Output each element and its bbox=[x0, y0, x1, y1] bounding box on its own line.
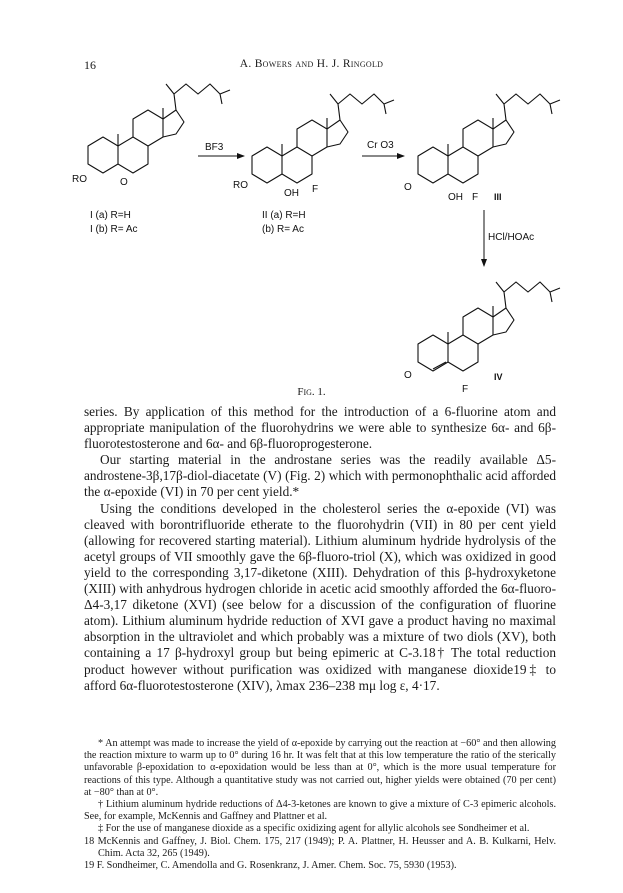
reagent-CrO3: Cr O3 bbox=[367, 140, 394, 151]
reaction-scheme bbox=[0, 0, 623, 400]
label-IV: IV bbox=[494, 372, 503, 382]
label-F-4: F bbox=[462, 384, 469, 395]
label-O-4: O bbox=[404, 370, 412, 381]
compound-II-b: (b) R= Ac bbox=[262, 224, 304, 235]
footnote-asterisk: * An attempt was made to increase the yield of α-epoxide by carrying out the reaction at −60° and then allowing the reaction mixture to warm up to 0° during 16 hr. It was felt that at this low temperature the ratio of the sterically unfavorable β-epoxidation to α-epoxidation would be less than at 0°, which is the more usual temperature for reactions of this type. Although a quantitative study was not carried out, higher yields were obtained (70 per cent) at −80° than at 0°. bbox=[84, 738, 556, 798]
page-number: 16 bbox=[84, 58, 96, 72]
structure-I bbox=[88, 84, 230, 173]
label-epoxide-O: O bbox=[120, 177, 128, 188]
reagent-HCl-HOAc: HCl/HOAc bbox=[488, 232, 535, 243]
reagent-BF3: BF3 bbox=[205, 142, 224, 153]
compound-I-b: I (b) R= Ac bbox=[90, 224, 138, 235]
reference-18: 18 McKennis and Gaffney, J. Biol. Chem. 175, 217 (1949); P. A. Plattner, H. Heusser and A. B. Kulkarni, Helv. Chim. Acta 32, 265 (1949). bbox=[84, 835, 556, 859]
structure-III bbox=[418, 94, 560, 183]
structure-II bbox=[252, 94, 394, 183]
label-F-2: F bbox=[312, 184, 319, 195]
paragraph-2: Our starting material in the androstane series was the readily available Δ5-androstene-3β,17β-diol-diacetate (V) (Fig. 2) which with permonophthalic acid afforded the α-epoxide (VI) in 70 per cent yield.* bbox=[84, 452, 556, 500]
footnote-dagger: † Lithium aluminum hydride reductions of Δ4-3-ketones are known to give a mixture of C-3 epimeric alcohols. See, for example, McKennis and Gaffney and Plattner et al. bbox=[84, 799, 556, 823]
label-III: III bbox=[494, 192, 502, 202]
label-RO-1: RO bbox=[72, 174, 87, 185]
label-F-3: F bbox=[472, 192, 479, 203]
compound-I-a: I (a) R=H bbox=[90, 210, 131, 221]
paragraph-3: Using the conditions developed in the cholesterol series the α-epoxide (VI) was cleaved with borontrifluoride etherate to the fluorohydrin (VII) in 80 per cent yield (allowing for recovered starting material). Lithium aluminum hydride hydrolysis of the acetyl groups of VII smoothly gave the 6β-fluoro-triol (X), which was oxidized in good yield to the corresponding 3,17-diketone (XIII). Dehydration of this β-hydroxyketone (XIII) with anhydrous hydrogen chloride in acetic acid smoothly afforded the 6α-fluoro-Δ4-3,17 diketone (XVI) (see below for a discussion of the configuration of fluorine atom). Lithium aluminum hydride reduction of XVI gave a product having no maximal absorption in the ultraviolet and which probably was a mixture of two diols (XV), both containing a 17 β-hydroxyl group but being epimeric at C-3.18† The total reduction product however without purification was oxidized with manganese dioxide19‡ to afford 6α-fluorotestosterone (XIV), λmax 236–238 mμ log ε, 4·17. bbox=[84, 500, 556, 693]
figure-caption: Fig. 1. bbox=[297, 386, 326, 398]
label-OH-3: OH bbox=[448, 192, 463, 203]
footnotes bbox=[84, 738, 556, 872]
body-text bbox=[84, 404, 556, 694]
footnote-double-dagger: ‡ For the use of manganese dioxide as a specific oxidizing agent for allylic alcohols see Sondheimer et al. bbox=[98, 823, 530, 835]
compound-II-a: II (a) R=H bbox=[262, 210, 306, 221]
paragraph-1: series. By application of this method for the introduction of a 6-fluorine atom and appropriate manipulation of the fluorohydrins we were able to synthesize 6α- and 6β-fluorotestosterone and 6α- and 6β-fluoroprogesterone. bbox=[84, 404, 556, 452]
label-OH-2: OH bbox=[284, 188, 299, 199]
reference-19: 19 F. Sondheimer, C. Amendolla and G. Rosenkranz, J. Amer. Chem. Soc. 75, 5930 (1953). bbox=[84, 860, 457, 872]
structure-IV bbox=[418, 282, 560, 371]
label-RO-2: RO bbox=[233, 180, 248, 191]
running-header-authors: A. Bowers and H. J. Ringold bbox=[239, 58, 384, 70]
label-O-3: O bbox=[404, 182, 412, 193]
